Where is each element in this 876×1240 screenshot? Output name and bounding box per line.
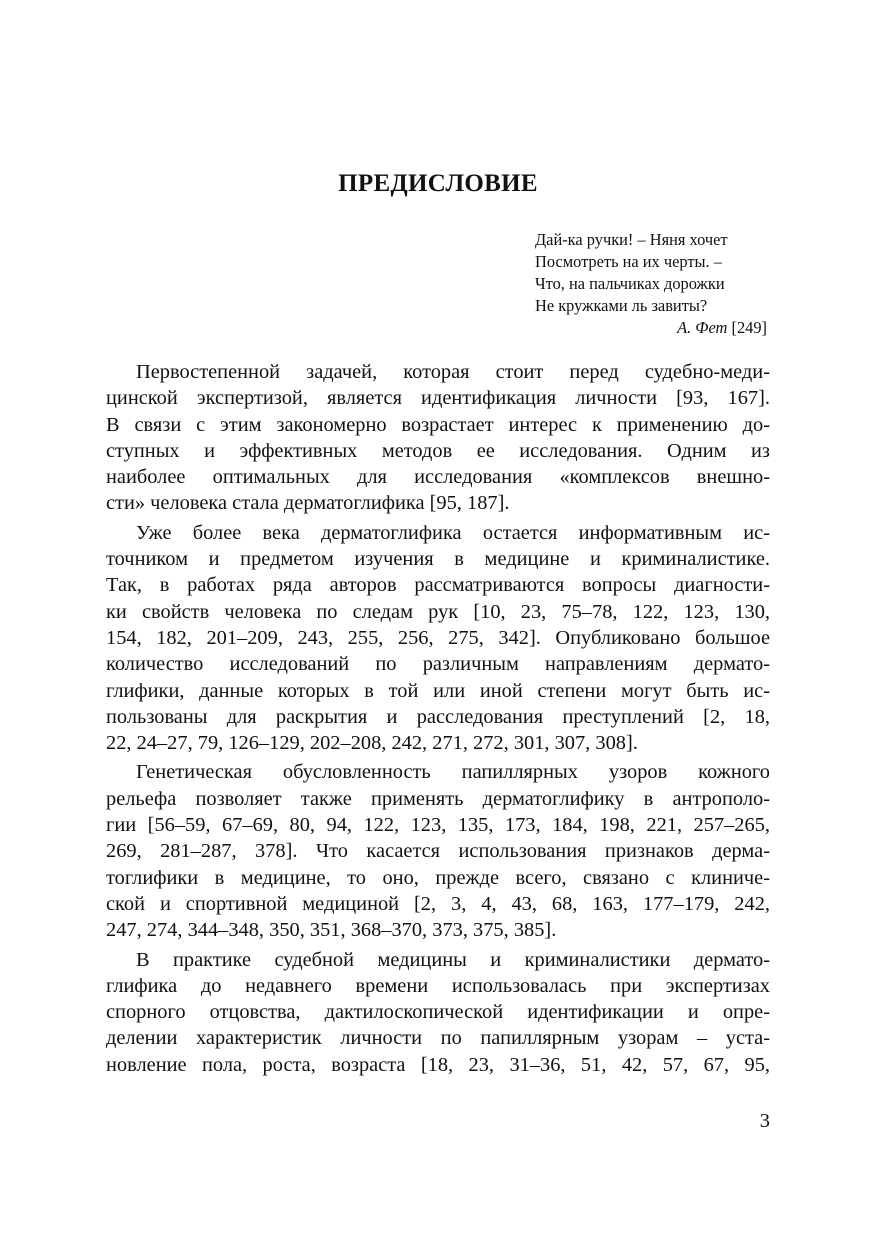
text-line: делении характеристик личности по папиллярным узорам – уста- <box>106 1027 770 1050</box>
epigraph-line: Посмотреть на их черты. – <box>535 252 722 271</box>
text-line: 247, 274, 344–348, 350, 351, 368–370, 373, 375, 385]. <box>106 919 557 942</box>
text-line: 22, 24–27, 79, 126–129, 202–208, 242, 271, 272, 301, 307, 308]. <box>106 732 638 755</box>
epigraph-reference: [249] <box>727 318 767 337</box>
text-line: глифики, данные которых в той или иной степени могут быть ис- <box>106 679 770 702</box>
text-line: ступных и эффективных методов ее исследования. Одним из <box>106 439 770 462</box>
text-line: наиболее оптимальных для исследования «комплексов внешно- <box>106 466 770 489</box>
epigraph-author: А. Фет <box>677 318 728 337</box>
text-line: спорного отцовства, дактилоскопической идентификации и опре- <box>106 1001 770 1024</box>
paragraph-4 <box>106 947 770 1078</box>
epigraph <box>535 229 767 339</box>
epigraph-line: Не кружками ль завиты? <box>535 296 708 315</box>
text-line: Уже более века дерматоглифика остается информативным ис- <box>136 521 770 544</box>
text-line: Генетическая обусловленность папиллярных узоров кожного <box>136 761 770 784</box>
text-line: цинской экспертизой, является идентификация личности [93, 167]. <box>106 387 770 410</box>
text-line: 154, 182, 201–209, 243, 255, 256, 275, 342]. Опубликовано большое <box>106 626 770 649</box>
text-line: 269, 281–287, 378]. Что касается использования признаков дерма- <box>106 840 770 863</box>
paragraph-1 <box>106 359 770 517</box>
epigraph-line: Дай-ка ручки! – Няня хочет <box>535 230 728 249</box>
body-text <box>106 359 770 1081</box>
text-line: ской и спортивной медициной [2, 3, 4, 43, 68, 163, 177–179, 242, <box>106 892 770 915</box>
text-line: новление пола, роста, возраста [18, 23, 31–36, 51, 42, 57, 67, 95, <box>106 1053 770 1076</box>
text-line: гии [56–59, 67–69, 80, 94, 122, 123, 135, 173, 184, 198, 221, 257–265, <box>106 814 770 837</box>
text-line: сти» человека стала дерматоглифика [95, 187]. <box>106 492 510 515</box>
text-line: Так, в работах ряда авторов рассматриваются вопросы диагности- <box>106 574 770 597</box>
text-line: точником и предметом изучения в медицине и криминалистике. <box>106 548 770 571</box>
page-number: 3 <box>759 1110 770 1132</box>
text-line: ки свойств человека по следам рук [10, 23, 75–78, 122, 123, 130, <box>106 600 770 623</box>
text-line: Первостепенной задачей, которая стоит перед судебно-меди- <box>136 361 770 383</box>
epigraph-line: Что, на пальчиках дорожки <box>535 274 725 293</box>
page-title: ПРЕДИСЛОВИЕ <box>338 170 538 197</box>
text-line: В практике судебной медицины и криминалистики дермато- <box>136 948 770 971</box>
text-line: пользованы для раскрытия и расследования преступлений [2, 18, <box>106 705 770 728</box>
paragraph-3 <box>106 759 770 943</box>
paragraph-2 <box>106 520 770 757</box>
text-line: тоглифики в медицине, то оно, прежде всего, связано с клиниче- <box>106 866 770 889</box>
text-line: количество исследований по различным направлениям дермато- <box>106 653 770 676</box>
text-line: В связи с этим закономерно возрастает интерес к применению до- <box>106 413 770 436</box>
epigraph-attribution <box>535 317 767 339</box>
text-line: рельефа позволяет также применять дерматоглифику в антрополо- <box>106 787 770 810</box>
text-line: глифика до недавнего времени использовалась при экспертизах <box>106 974 770 997</box>
